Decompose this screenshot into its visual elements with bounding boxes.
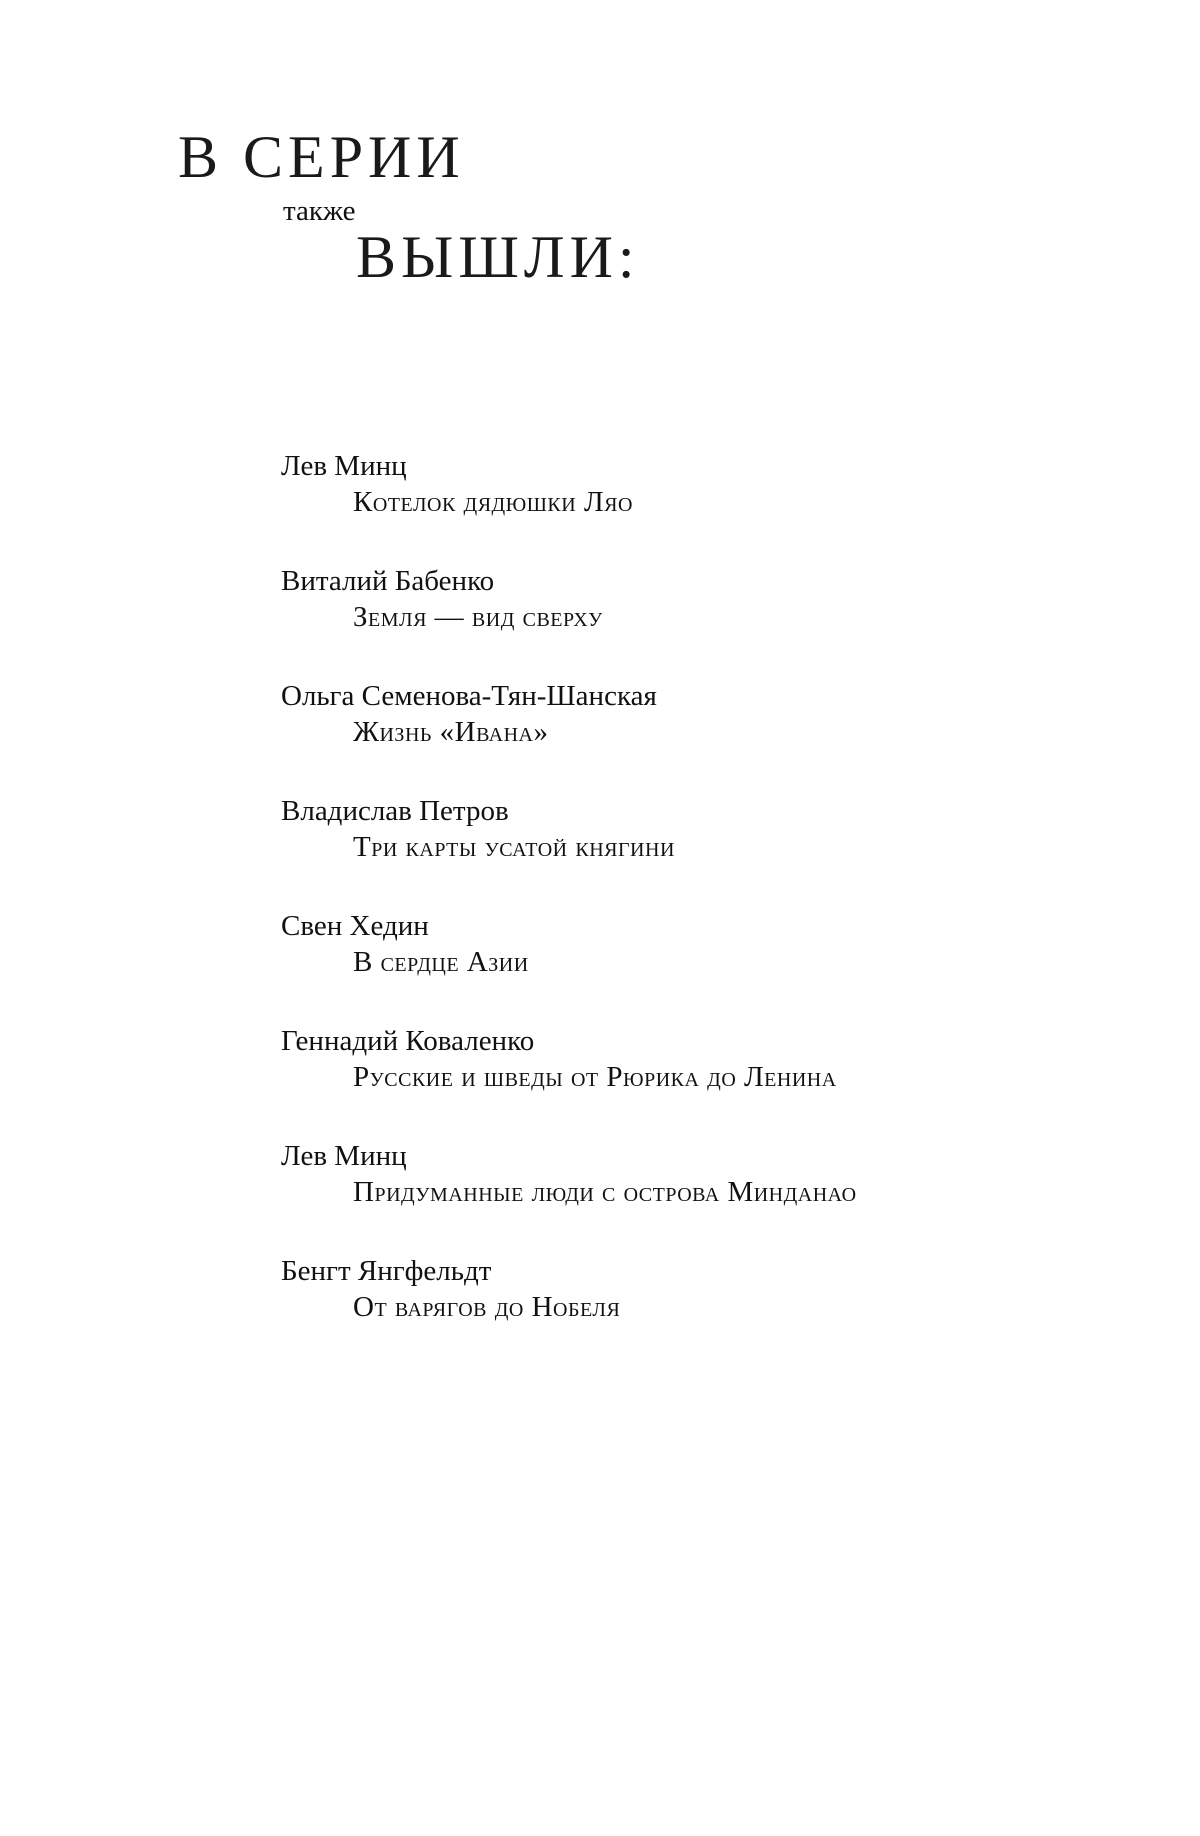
book-author: Бенгт Янгфельдт — [281, 1255, 492, 1287]
book-title: Три карты усатой княгини — [353, 831, 675, 863]
book-author: Владислав Петров — [281, 795, 509, 827]
series-heading-line1: В СЕРИИ — [178, 124, 465, 190]
book-entry — [281, 1023, 1141, 1138]
book-author: Виталий Бабенко — [281, 565, 495, 597]
book-author: Свен Хедин — [281, 910, 429, 942]
book-entry — [281, 1138, 1141, 1253]
book-title: Жизнь «Ивана» — [353, 716, 549, 748]
book-entry — [281, 1253, 1141, 1368]
book-title: Русские и шведы от Рюрика до Ленина — [353, 1061, 837, 1093]
book-title: Земля — вид сверху — [353, 601, 603, 633]
book-title: От варягов до Нобеля — [353, 1291, 621, 1323]
book-entry — [281, 908, 1141, 1023]
book-author: Геннадий Коваленко — [281, 1025, 535, 1057]
series-heading-line2: также — [283, 195, 356, 227]
book-title: Придуманные люди с острова Минданао — [353, 1176, 857, 1208]
book-entry — [281, 678, 1141, 793]
series-heading-line3: ВЫШЛИ: — [356, 224, 640, 290]
book-title: Котелок дядюшки Ляо — [353, 486, 633, 518]
book-list — [281, 448, 1141, 1368]
book-author: Ольга Семенова-Тян-Шанская — [281, 680, 657, 712]
book-entry — [281, 793, 1141, 908]
book-author: Лев Минц — [281, 1140, 407, 1172]
book-author: Лев Минц — [281, 450, 407, 482]
book-entry — [281, 563, 1141, 678]
book-entry — [281, 448, 1141, 563]
book-title: В сердце Азии — [353, 946, 529, 978]
